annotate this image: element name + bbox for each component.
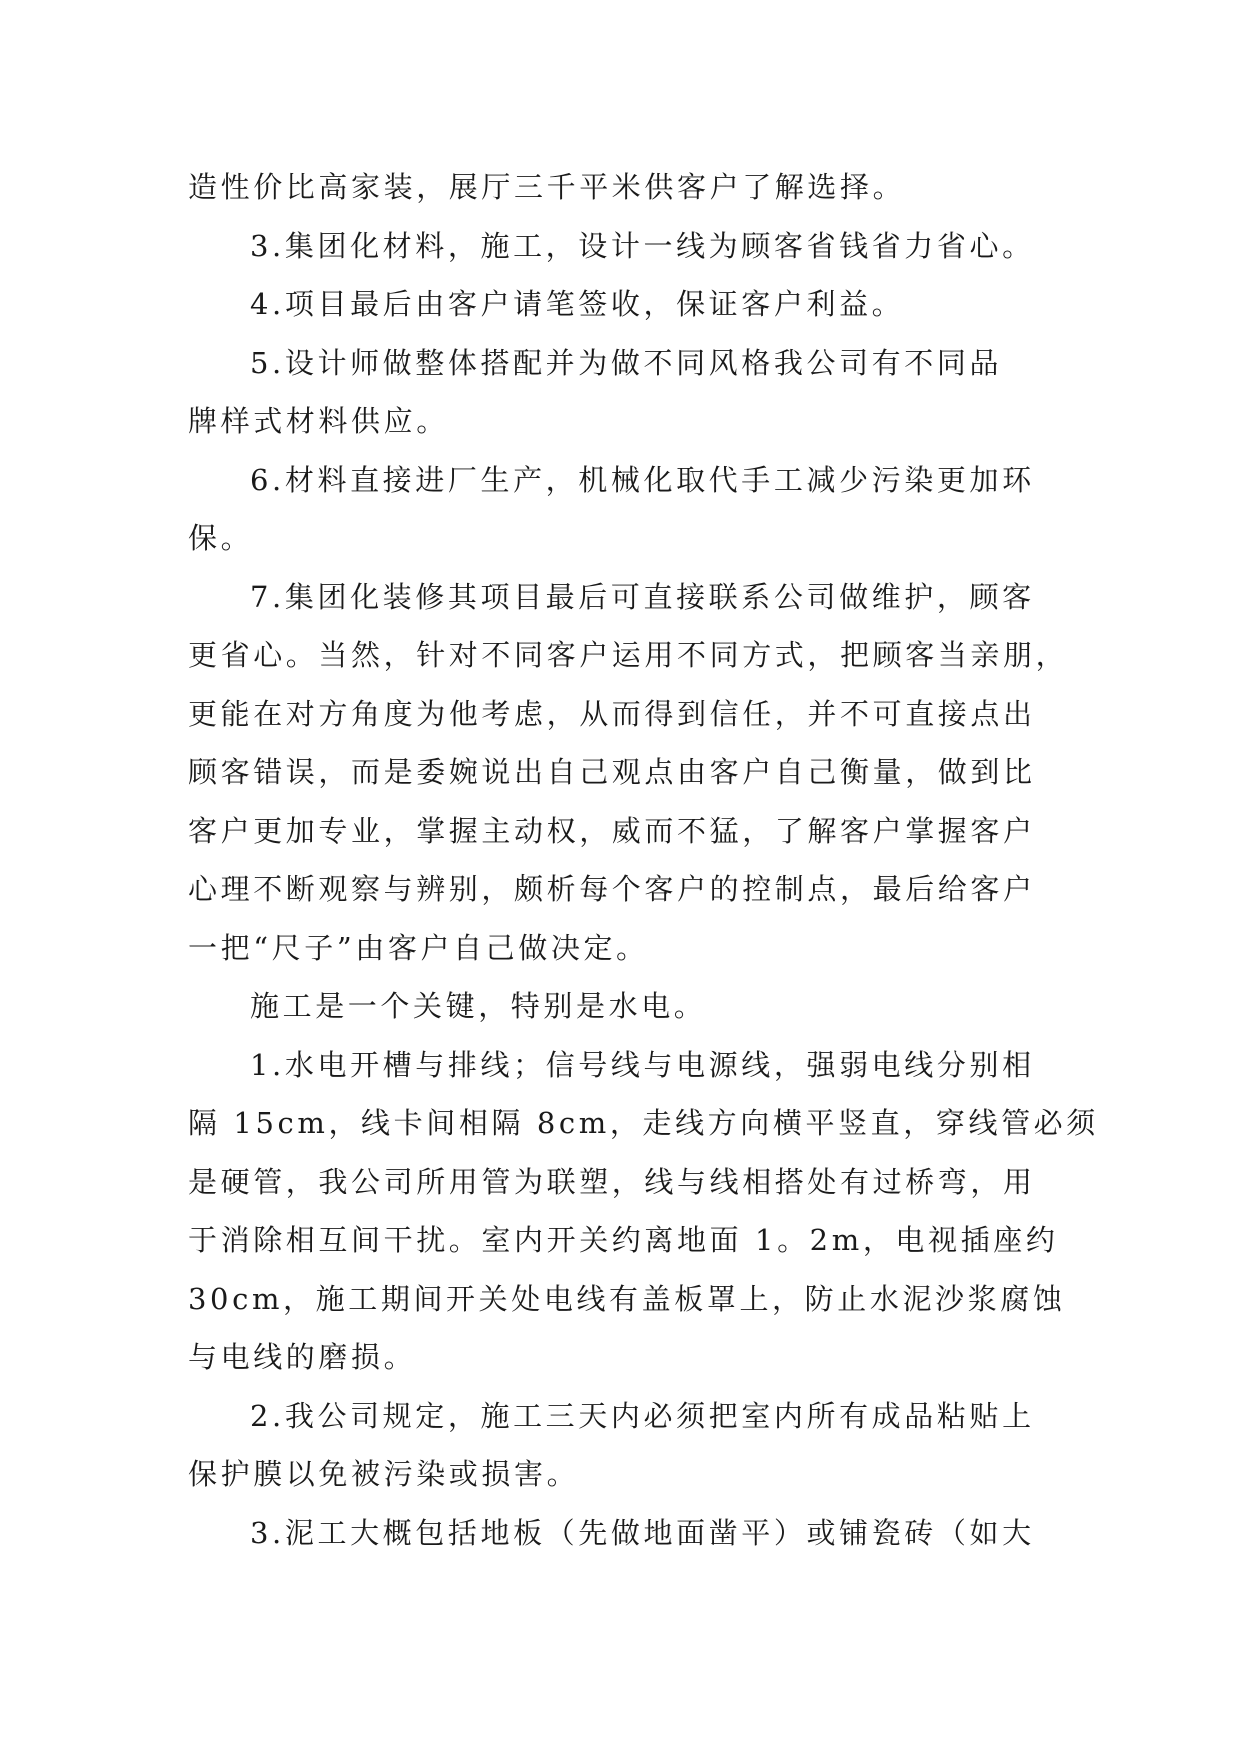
text-line: 牌样式材料供应。: [188, 404, 449, 438]
text-line: 顾客错误，而是委婉说出自己观点由客户自己衡量，做到比: [188, 755, 1036, 789]
text-line: 造性价比高家装，展厅三千平米供客户了解选择。: [188, 170, 906, 204]
text-line: 是硬管，我公司所用管为联塑，线与线相搭处有过桥弯，用: [188, 1164, 1036, 1199]
text-line: 心理不断观察与辨别，颇析每个客户的控制点，最后给客户: [188, 872, 1036, 906]
text-line: 更能在对方角度为他考虑，从而得到信任，并不可直接点出: [188, 696, 1036, 731]
text-line: 7.集团化装修其项目最后可直接联系公司做维护，顾客: [250, 579, 1035, 614]
text-line: 与电线的磨损。: [188, 1340, 417, 1374]
text-line: 施工是一个关键，特别是水电。: [250, 989, 707, 1023]
text-line: 3.集团化材料，施工，设计一线为顾客省钱省力省心。: [250, 228, 1035, 263]
text-line: 2.我公司规定，施工三天内必须把室内所有成品粘贴上: [250, 1398, 1035, 1433]
text-line: 客户更加专业，掌握主动权，威而不猛，了解客户掌握客户: [188, 813, 1036, 848]
text-line: 3.泥工大概包括地板（先做地面凿平）或铺瓷砖（如大: [250, 1515, 1035, 1550]
text-line: 6.材料直接进厂生产，机械化取代手工减少污染更加环: [250, 462, 1035, 497]
text-line: 保。: [188, 521, 254, 555]
text-line: 5.设计师做整体搭配并为做不同风格我公司有不同品: [250, 345, 1003, 380]
text-line: 更省心。当然，针对不同客户运用不同方式，把顾客当亲朋，: [188, 638, 1069, 672]
text-line: 于消除相互间干扰。室内开关约离地面 1。2m，电视插座约: [188, 1223, 1059, 1257]
text-line: 隔 15cm，线卡间相隔 8cm，走线方向横平竖直，穿线管必须: [188, 1106, 1099, 1140]
document-body: [188, 158, 1099, 1562]
text-line: 30cm，施工期间开关处电线有盖板罩上，防止水泥沙浆腐蚀: [188, 1281, 1066, 1316]
text-line: 一把“尺子”由客户自己做决定。: [188, 930, 649, 965]
text-line: 1.水电开槽与排线；信号线与电源线，强弱电线分别相: [250, 1047, 1035, 1082]
text-line: 保护膜以免被污染或损害。: [188, 1457, 580, 1491]
text-line: 4.项目最后由客户请笔签收，保证客户利益。: [250, 287, 905, 321]
